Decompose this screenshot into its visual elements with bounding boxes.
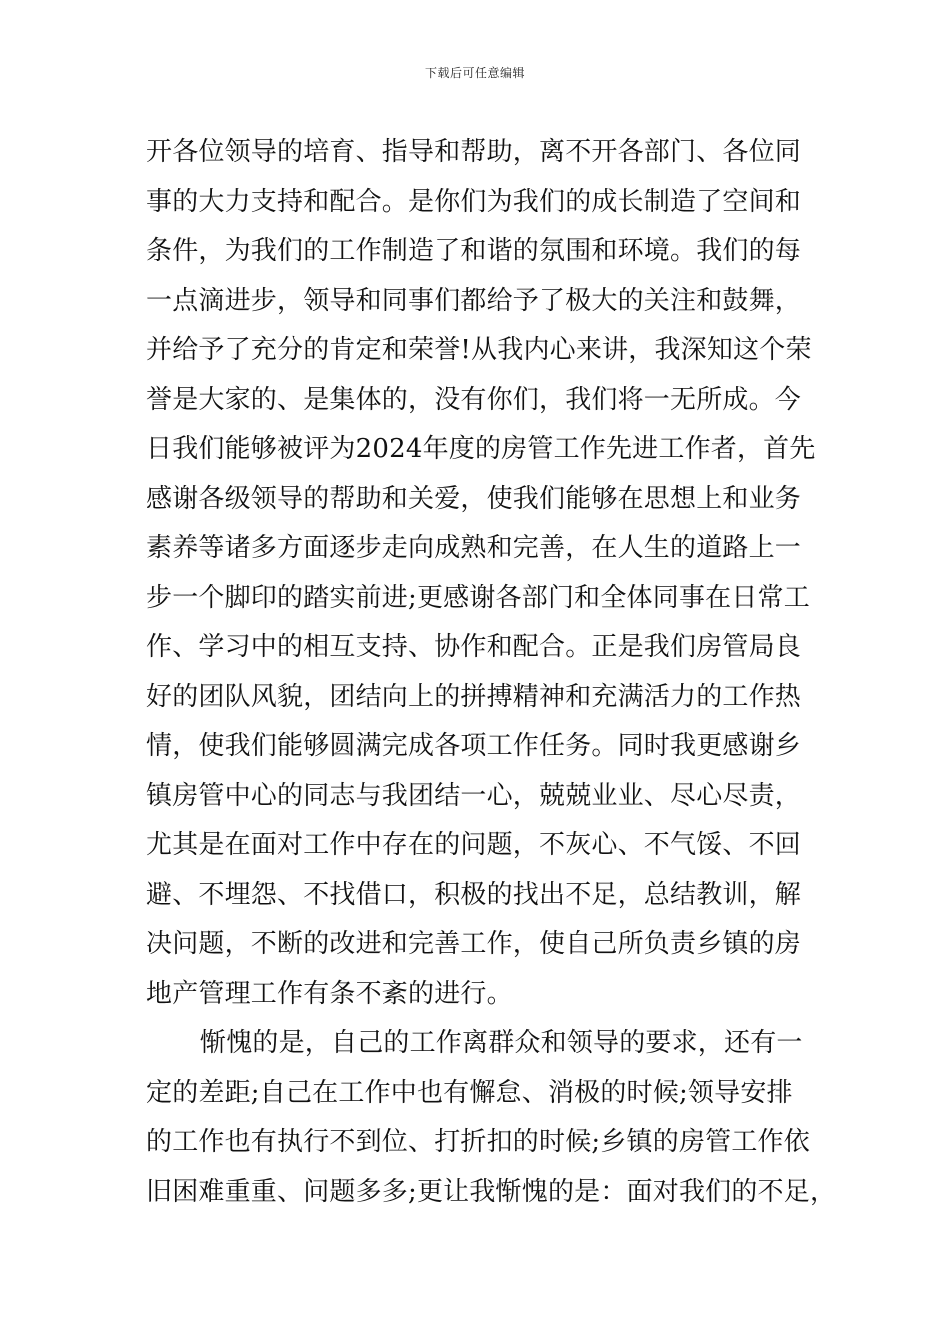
text-line: 条件，为我们的工作制造了和谐的氛围和环境。我们的每 <box>146 236 802 266</box>
text-line: 决问题，不断的改进和完善工作，使自己所负责乡镇的房 <box>146 929 802 959</box>
text-line: 尤其是在面对工作中存在的问题，不灰心、不气馁、不回 <box>146 830 802 860</box>
paragraph-1 <box>146 128 826 1019</box>
text-line: 好的团队风貌，团结向上的拼搏精神和充满活力的工作热 <box>146 681 802 712</box>
text-line: 誉是大家的、是集体的，没有你们，我们将一无所成。今 <box>146 384 802 415</box>
text-line: 作、学习中的相互支持、协作和配合。正是我们房管局良 <box>146 632 802 662</box>
text-line: 惭愧的是，自己的工作离群众和领导的要求，还有一 <box>200 1028 803 1058</box>
text-line: 素养等诸多方面逐步走向成熟和完善，在人生的道路上一 <box>146 533 802 563</box>
page-header: 下载后可任意编辑 <box>424 66 525 80</box>
text-line: 定的差距;自己在工作中也有懈怠、消极的时候;领导安排 <box>146 1077 793 1108</box>
text-line: 步一个脚印的踏实前进;更感谢各部门和全体同事在日常工 <box>146 582 810 613</box>
paragraph-2 <box>146 1019 837 1217</box>
text-line: 日我们能够被评为2024年度的房管工作先进工作者，首先 <box>146 434 816 464</box>
text-line: 开各位领导的培育、指导和帮助，离不开各部门、各位同 <box>146 137 802 167</box>
text-line: 的工作也有执行不到位、打折扣的时候;乡镇的房管工作依 <box>146 1127 810 1157</box>
text-line: 事的大力支持和配合。是你们为我们的成长制造了空间和 <box>146 186 802 217</box>
text-line: 并给予了充分的肯定和荣誉!从我内心来讲，我深知这个荣 <box>146 335 812 365</box>
document-body <box>146 128 837 1217</box>
text-line: 地产管理工作有条不紊的进行。 <box>146 978 513 1009</box>
text-line: 镇房管中心的同志与我团结一心，兢兢业业、尽心尽责， <box>146 780 802 811</box>
text-line: 一点滴进步，领导和同事们都给予了极大的关注和鼓舞， <box>146 285 802 316</box>
text-line: 感谢各级领导的帮助和关爱，使我们能够在思想上和业务 <box>146 483 802 514</box>
text-line: 旧困难重重、问题多多;更让我惭愧的是：面对我们的不足， <box>146 1176 837 1207</box>
text-line: 情，使我们能够圆满完成各项工作任务。同时我更感谢乡 <box>146 731 802 761</box>
text-line: 避、不埋怨、不找借口，积极的找出不足，总结教训，解 <box>146 879 802 910</box>
